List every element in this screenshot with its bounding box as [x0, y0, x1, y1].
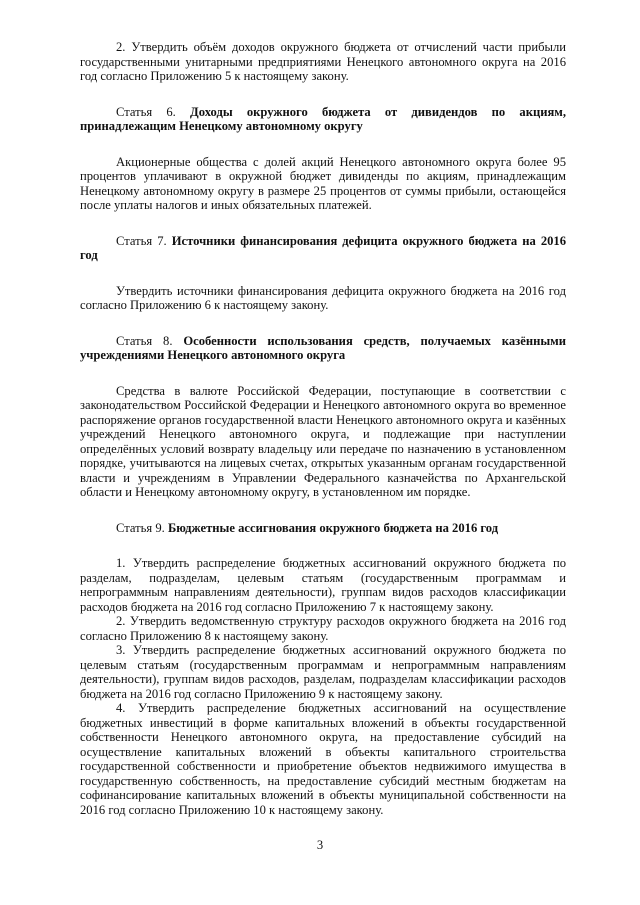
article-9-title: Бюджетные ассигнования окружного бюджета на 2016 год [167, 520, 499, 535]
article-6-text: Акционерные общества с долей акций Ненецкого автономного округа более 95 процентов уплачивают в окружной бюджет дивиденды по акциям, принадлежащим Ненецкому автономному округу в размере 25 процентов от суммы прибыли, остающейся после уплаты налогов и иных обязательных платежей. [80, 154, 566, 212]
article-9-item-1: 1. Утвердить распределение бюджетных ассигнований окружного бюджета по разделам, подразделам, целевым статьям (государственным программам и непрограммным направлениям деятельности), группам видов расходов классификации расходов бюджета на 2016 год согласно Приложению 7 к настоящему закону. [80, 556, 566, 614]
article-6-heading [80, 105, 566, 134]
article-7-label: Статья 7. [116, 233, 167, 248]
article-7-title: Источники финансирования дефицита окружного бюджета на 2016 год [80, 233, 567, 262]
article-9-item-3: 3. Утвердить распределение бюджетных ассигнований окружного бюджета по целевым статьям (государственным программам и непрограммным направлениям деятельности), группам видов расходов, разделам, подразделам классификации расходов бюджета на 2016 год согласно Приложению 9 к настоящему закону. [80, 643, 566, 701]
article-9-heading [80, 521, 566, 536]
article-9-label: Статья 9. [116, 520, 165, 535]
document-page [80, 40, 566, 817]
article-8-label: Статья 8. [116, 333, 173, 348]
article-8-text: Средства в валюте Российской Федерации, поступающие в соответствии с законодательством Российской Федерации и Ненецкого автономного округа во временное распоряжение органов государственной власти Ненецкого автономного округа и казённых учреждений Ненецкого автономного округа, и подлежащие при наступлении определённых условий возврату владельцу или передаче по назначению в установленном порядке, учитываются на лицевых счетах, открытых указанным органам государственной власти и учреждениям в Управлении Федерального казначейства по Архангельской области и Ненецкому автономному округу, в установленном им порядке. [80, 383, 566, 499]
article-6-label: Статья 6. [116, 104, 176, 119]
page-number: 3 [316, 838, 324, 852]
article-8-heading [80, 334, 566, 363]
income-item-2-paragraph: 2. Утвердить объём доходов окружного бюджета от отчислений части прибыли государственными унитарными предприятиями Ненецкого автономного округа на 2016 год согласно Приложению 5 к настоящему закону. [80, 40, 566, 83]
article-8-title: Особенности использования средств, получаемых казёнными учреждениями Ненецкого автономного округа [80, 333, 566, 362]
article-6-title: Доходы окружного бюджета от дивидендов по акциям, принадлежащим Ненецкому автономному округу [80, 104, 566, 133]
article-9-items [80, 556, 566, 817]
article-9-item-2: 2. Утвердить ведомственную структуру расходов окружного бюджета на 2016 год согласно Приложению 8 к настоящему закону. [80, 614, 566, 643]
article-7-heading [80, 234, 566, 263]
article-7-text: Утвердить источники финансирования дефицита окружного бюджета на 2016 год согласно Приложению 6 к настоящему закону. [80, 283, 566, 312]
article-9-item-4: 4. Утвердить распределение бюджетных ассигнований на осуществление бюджетных инвестиций в форме капитальных вложений в объекты государственной собственности Ненецкого автономного округа, на предоставление субсидий на осуществление капитальных вложений в объекты капитального строительства государственной собственности и приобретение объектов недвижимого имущества в государственную собственность, на предоставление субсидий местным бюджетам на софинансирование капитальных вложений в объекты муниципальной собственности на 2016 год согласно Приложению 10 к настоящему закону. [80, 701, 566, 817]
